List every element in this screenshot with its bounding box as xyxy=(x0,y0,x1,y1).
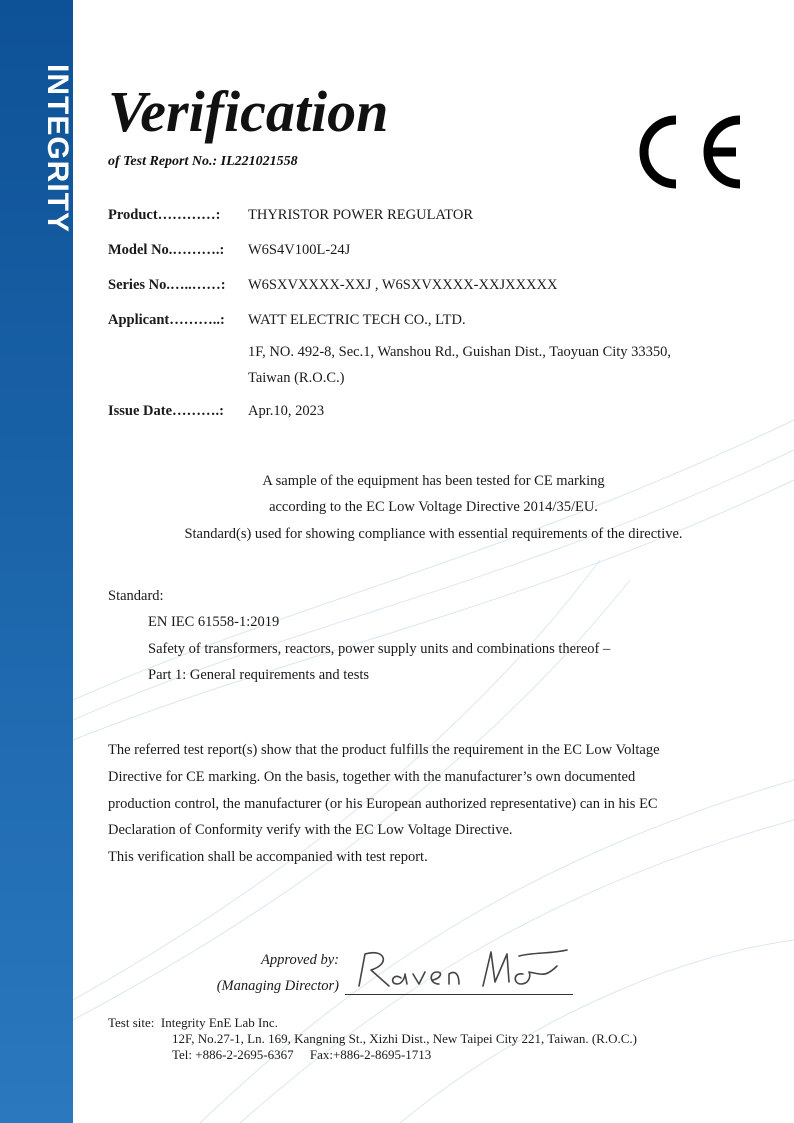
statement-line: A sample of the equipment has been tested for CE marking xyxy=(262,473,605,489)
statement-line: Standard(s) used for showing compliance with essential requirements of the directive. xyxy=(184,526,683,542)
standard-line: EN IEC 61558-1:2019 xyxy=(148,614,280,630)
conclusion-line: Directive for CE marking. On the basis, together with the manufacturer’s own documented xyxy=(108,769,636,785)
applicant-address-line: 1F, NO. 492-8, Sec.1, Wanshou Rd., Guishan Dist., Taoyuan City 33350, xyxy=(248,344,672,360)
signature xyxy=(345,942,585,1000)
field-value: WATT ELECTRIC TECH CO., LTD. xyxy=(248,312,466,328)
conclusion-line: production control, the manufacturer (or his European authorized representative) can in his EC xyxy=(108,796,658,812)
field-label: Issue Date……….: xyxy=(108,403,224,419)
field-label: Product…………: xyxy=(108,207,221,223)
test-site-contact xyxy=(172,1047,431,1063)
sidebar-band xyxy=(0,0,73,1123)
field-label: Model No.……….: xyxy=(108,242,225,258)
test-site xyxy=(108,1015,278,1031)
integrity-logo xyxy=(10,64,74,234)
field-value: Apr.10, 2023 xyxy=(248,403,325,419)
test-site-name: Integrity EnE Lab Inc. xyxy=(160,1015,278,1030)
svg-text:INTEGRITY: INTEGRITY xyxy=(41,64,74,234)
page-title: Verification xyxy=(108,79,389,144)
field-label: Applicant………..: xyxy=(108,312,225,328)
test-site-label: Test site: xyxy=(108,1015,155,1030)
approved-by-label: Approved by: xyxy=(261,952,339,968)
ce-mark-icon xyxy=(636,112,746,192)
field-value: W6S4V100L-24J xyxy=(248,242,351,258)
standard-heading: Standard: xyxy=(108,588,164,604)
test-site-fax: Fax:+886-2-8695-1713 xyxy=(309,1047,432,1062)
test-site-address: 12F, No.27-1, Ln. 169, Kangning St., Xizhi Dist., New Taipei City 221, Taiwan. (R.O.C.) xyxy=(172,1031,637,1046)
field-value: THYRISTOR POWER REGULATOR xyxy=(248,207,474,223)
conclusion-line: Declaration of Conformity verify with the EC Low Voltage Directive. xyxy=(108,822,513,838)
applicant-address-line: Taiwan (R.O.C.) xyxy=(248,370,345,386)
signature-line xyxy=(345,994,573,995)
field-label: Series No.…..……: xyxy=(108,277,226,293)
conclusion-line: This verification shall be accompanied with test report. xyxy=(108,849,428,865)
test-site-tel: Tel: +886-2-2695-6367 xyxy=(172,1047,294,1062)
statement-line: according to the EC Low Voltage Directive 2014/35/EU. xyxy=(269,499,598,515)
conclusion-line: The referred test report(s) show that the product fulfills the requirement in the EC Low Voltage xyxy=(108,742,660,758)
standard-line: Part 1: General requirements and tests xyxy=(148,667,370,683)
report-number: of Test Report No.: IL221021558 xyxy=(108,154,298,169)
field-value: W6SXVXXXX-XXJ , W6SXVXXXX-XXJXXXXX xyxy=(248,277,558,293)
standard-line: Safety of transformers, reactors, power supply units and combinations thereof – xyxy=(148,641,611,657)
managing-director-label: (Managing Director) xyxy=(216,978,339,994)
